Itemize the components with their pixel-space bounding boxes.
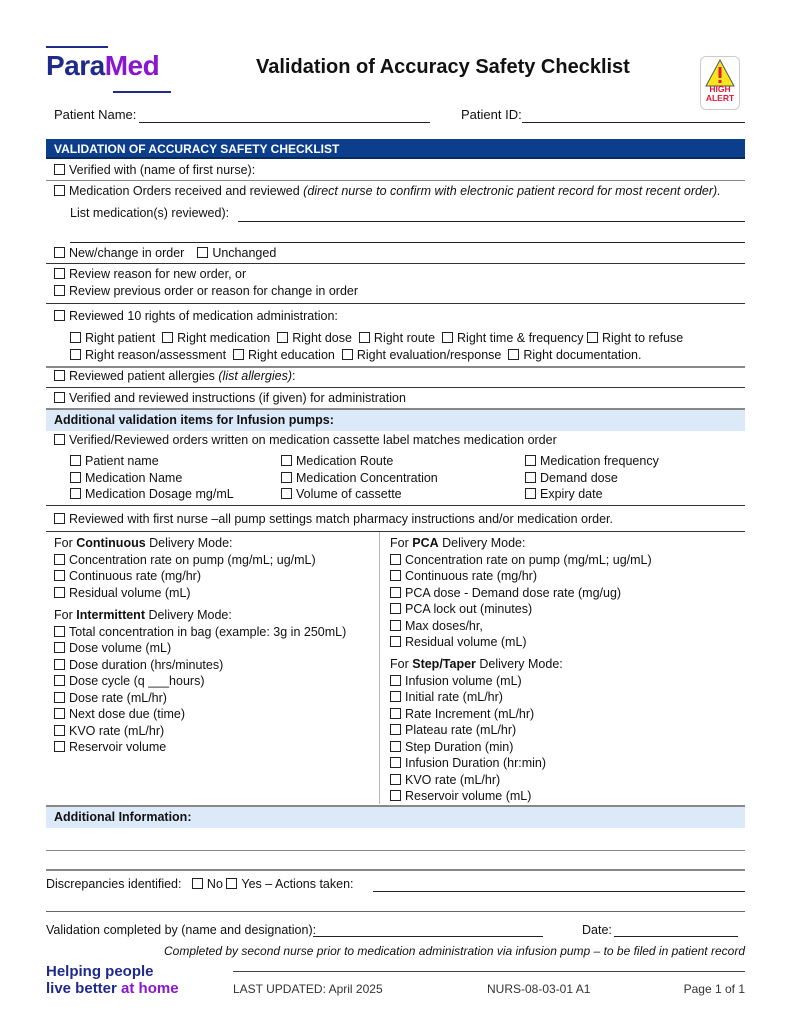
step-taper-mode-heading [390,656,563,673]
document-code: NURS-08-03-01 A1 [487,982,591,996]
continuous-mode-heading [54,535,316,552]
checkbox-icon[interactable] [162,332,173,343]
heading-suffix: Delivery Mode: [475,657,563,671]
checkbox-icon[interactable] [281,455,292,466]
item-label: Initial rate (mL/hr) [405,690,503,704]
actions-taken-line-2[interactable] [46,895,745,912]
checkbox-icon[interactable] [390,691,401,702]
verified-with-item[interactable] [54,162,255,178]
footer-divider [233,971,745,972]
checkbox-icon[interactable] [54,392,65,403]
cassette-item-label: Demand dose [540,470,618,485]
medication-orders-item[interactable] [54,183,721,199]
cassette-check-item[interactable] [70,453,234,470]
item-label: Dose rate (mL/hr) [69,690,167,705]
continuous-item[interactable] [54,568,316,585]
checkbox-icon[interactable] [54,741,65,752]
page-title: Validation of Accuracy Safety Checklist [256,56,630,78]
checkbox-icon[interactable] [70,455,81,466]
right-label: Right education [248,348,335,362]
checkbox-icon[interactable] [54,554,65,565]
right-item[interactable] [162,331,270,345]
cassette-check-item[interactable] [70,470,234,487]
checkbox-icon[interactable] [54,164,65,175]
item-label: Continuous rate (mg/hr) [405,569,538,583]
checkbox-icon[interactable] [390,675,401,686]
cassette-item-label: Expiry date [540,487,603,501]
right-item[interactable] [70,348,226,362]
item-label: Reservoir volume [69,740,167,754]
rights-row-2 [70,347,641,363]
allergies-note: (list allergies) [218,369,293,383]
item-label: PCA lock out (minutes) [405,602,533,616]
cassette-label: Verified/Reviewed orders written on medication cassette label matches medication order [69,433,557,447]
discrepancies-yes-option[interactable] [226,877,353,891]
pca-item[interactable] [390,552,652,569]
checkbox-icon[interactable] [197,247,208,258]
heading-prefix: For [54,608,77,622]
checkbox-icon[interactable] [390,774,401,785]
intermittent-item[interactable] [54,640,346,657]
cassette-check-item[interactable] [281,470,438,487]
checkbox-icon[interactable] [390,620,401,631]
item-label: Total concentration in bag (example: 3g in 250mL) [69,624,347,639]
medication-orders-note: (direct nurse to confirm with electronic patient record for most recent order). [303,184,721,198]
right-item[interactable] [70,331,155,345]
checkbox-icon[interactable] [390,554,401,565]
step-taper-item[interactable] [390,722,563,739]
cassette-item-label: Medication Name [85,470,183,485]
new-change-label: New/change in order [69,246,185,260]
checkbox-icon[interactable] [54,675,65,686]
no-label: No [206,877,223,891]
step-taper-item[interactable] [390,706,563,723]
right-item[interactable] [442,331,583,345]
checkbox-icon[interactable] [442,332,453,343]
heading-suffix: Delivery Mode: [144,608,232,622]
allergies-colon: : [292,369,296,383]
logo-med: Med [104,50,160,81]
checkbox-icon[interactable] [54,247,65,258]
page-number: Page 1 of 1 [683,982,745,996]
checkbox-icon[interactable] [54,434,65,445]
item-label: Concentration rate on pump (mg/mL; ug/mL) [69,552,316,567]
checkbox-icon[interactable] [70,488,81,499]
step-taper-item[interactable] [390,673,563,690]
checkbox-icon[interactable] [233,349,244,360]
verified-with-label: Verified with (name of first nurse): [69,163,256,177]
list-medications-field-2[interactable] [70,228,745,243]
item-label: Concentration rate on pump (mg/mL; ug/mL) [405,552,652,567]
cassette-item[interactable] [54,432,557,448]
intermittent-item[interactable] [54,706,346,723]
checkbox-icon[interactable] [54,642,65,653]
infusion-subheader: Additional validation items for Infusion pumps: [46,410,745,431]
date-field[interactable] [614,922,738,937]
cassette-check-item[interactable] [525,486,659,503]
item-label: Dose cycle (q ___hours) [69,674,205,688]
cassette-col-3 [525,453,659,503]
checkbox-icon[interactable] [54,570,65,581]
item-label: Step Duration (min) [405,739,514,754]
step-taper-item[interactable] [390,755,563,772]
checkbox-icon[interactable] [70,472,81,483]
right-label: Right reason/assessment [85,348,227,362]
right-item[interactable] [359,331,435,345]
intermittent-mode-group [54,607,346,756]
item-label: Dose duration (hrs/minutes) [69,657,224,672]
checkbox-icon[interactable] [281,472,292,483]
heading-bold: PCA [412,536,439,550]
allergies-label: Reviewed patient allergies [69,369,219,383]
ten-rights-item[interactable] [54,308,338,324]
heading-bold: Intermittent [76,608,145,622]
item-label: Infusion volume (mL) [405,673,522,688]
item-label: Reservoir volume (mL) [405,789,532,803]
logo-bar-bottom [113,91,171,93]
checkbox-icon[interactable] [277,332,288,343]
checkbox-icon[interactable] [54,587,65,598]
tagline-part-a: live better [46,980,122,997]
cassette-check-item[interactable] [70,486,234,503]
checkbox-icon[interactable] [390,790,401,801]
checkbox-icon[interactable] [525,455,536,466]
checkbox-icon[interactable] [525,472,536,483]
additional-info-line-2[interactable] [46,851,745,871]
checkbox-icon[interactable] [525,488,536,499]
heading-prefix: For [54,536,77,550]
cassette-check-item[interactable] [525,453,659,470]
alert-line-2: ALERT [705,93,735,103]
checkbox-icon[interactable] [54,626,65,637]
checkbox-icon[interactable] [342,349,353,360]
checkbox-icon[interactable] [587,332,598,343]
additional-info-line-1[interactable] [46,830,745,851]
right-label: Right time & frequency [457,331,584,345]
checkbox-icon[interactable] [192,878,203,889]
intermittent-item[interactable] [54,624,346,641]
discrepancies-label: Discrepancies identified: [46,877,182,891]
checkbox-icon[interactable] [54,513,65,524]
patient-name-label: Patient Name: [54,107,137,122]
checkbox-icon[interactable] [54,692,65,703]
heading-prefix: For [390,657,413,671]
allergies-item[interactable] [54,368,296,384]
completed-by-label: Validation completed by (name and designation): [46,923,317,937]
divider [46,263,745,264]
instructions-item[interactable] [54,390,406,406]
unchanged-label: Unchanged [212,246,277,260]
item-label: Dose volume (mL) [69,641,172,655]
cassette-col-1 [70,453,234,503]
tagline-part-b: at home [121,980,179,997]
instructions-label: Verified and reviewed instructions (if given) for administration [69,391,406,405]
checkbox-icon[interactable] [390,587,401,598]
tagline-line-1: Helping people [46,963,154,980]
additional-info-subheader: Additional Information: [46,807,745,828]
cassette-item-label: Medication Concentration [296,470,438,485]
divider [46,531,745,532]
item-label: Next dose due (time) [69,707,186,721]
checkbox-icon[interactable] [54,310,65,321]
checkbox-icon[interactable] [54,268,65,279]
section-header-bar: VALIDATION OF ACCURACY SAFETY CHECKLIST [46,139,745,159]
cassette-item-label: Medication Route [296,454,394,468]
completion-note: Completed by second nurse prior to medication administration via infusion pump – to be filed in patient record [164,944,745,958]
divider [46,387,745,388]
checkbox-icon[interactable] [54,285,65,296]
pca-mode-heading [390,535,652,552]
checkbox-icon[interactable] [359,332,370,343]
checkbox-icon[interactable] [54,659,65,670]
right-label: Right medication [177,331,271,345]
patient-name-field[interactable] [139,108,430,123]
rights-row-1 [70,330,683,346]
item-label: Continuous rate (mg/hr) [69,569,202,583]
checkbox-icon[interactable] [54,185,65,196]
checkbox-icon[interactable] [281,488,292,499]
item-label: Max doses/hr, [405,618,483,633]
right-label: Right to refuse [601,331,684,345]
item-label: KVO rate (mL/hr) [69,723,165,738]
item-label: Residual volume (mL) [69,585,191,600]
list-medications-label: List medication(s) reviewed): [70,206,230,220]
checkbox-icon[interactable] [70,349,81,360]
step-taper-item[interactable] [390,689,563,706]
intermittent-item[interactable] [54,657,346,674]
checkbox-icon[interactable] [54,708,65,719]
heading-suffix: Delivery Mode: [145,536,233,550]
heading-prefix: For [390,536,413,550]
right-item[interactable] [277,331,352,345]
checkbox-icon[interactable] [390,603,401,614]
intermittent-item[interactable] [54,739,346,756]
item-label: KVO rate (mL/hr) [405,772,501,787]
pca-item[interactable] [390,601,652,618]
step-taper-item[interactable] [390,772,563,789]
right-label: Right evaluation/response [356,348,502,362]
intermittent-mode-heading [54,607,346,624]
right-label: Right route [373,331,436,345]
right-item[interactable] [587,331,683,345]
checkbox-icon[interactable] [390,757,401,768]
step-taper-item[interactable] [390,739,563,756]
logo-wordmark [46,48,159,84]
pca-item[interactable] [390,568,652,585]
intermittent-item[interactable] [54,690,346,707]
heading-bold: Step/Taper [412,657,476,671]
yes-label: Yes – Actions taken: [241,877,354,891]
review-reason-item[interactable] [54,266,246,282]
continuous-mode-group [54,535,316,601]
checkbox-icon[interactable] [508,349,519,360]
logo-para: Para [46,50,105,81]
high-alert-badge [700,56,740,110]
discrepancies-no-option[interactable] [192,877,223,891]
cassette-check-item[interactable] [281,486,438,503]
review-previous-label: Review previous order or reason for change in order [69,284,359,298]
cassette-item-label: Volume of cassette [296,487,402,501]
right-label: Right documentation. [523,348,642,362]
pump-settings-label: Reviewed with first nurse –all pump settings match pharmacy instructions and/or medication order. [69,512,614,526]
cassette-col-2 [281,453,438,503]
medication-orders-label: Medication Orders received and reviewed [69,184,304,198]
checkbox-icon[interactable] [54,370,65,381]
ten-rights-label: Reviewed 10 rights of medication administration: [69,309,338,323]
right-label: Right dose [292,331,352,345]
checkbox-icon[interactable] [390,741,401,752]
continuous-item[interactable] [54,552,316,569]
right-item[interactable] [233,348,335,362]
pca-item[interactable] [390,618,652,635]
checkbox-icon[interactable] [390,724,401,735]
completed-by-field[interactable] [313,922,543,937]
alert-text [701,85,739,103]
right-label: Right patient [85,331,156,345]
checkbox-icon[interactable] [70,332,81,343]
tagline-line-2 [46,980,179,997]
order-status-row [54,245,276,261]
divider [46,180,745,181]
list-medications-field[interactable] [238,207,745,222]
paramed-logo [46,44,174,84]
item-label: Rate Increment (mL/hr) [405,706,535,721]
continuous-item[interactable] [54,585,316,602]
heading-suffix: Delivery Mode: [438,536,526,550]
step-taper-mode-group [390,656,563,805]
step-taper-item[interactable] [390,788,563,805]
item-label: Plateau rate (mL/hr) [405,723,517,737]
intermittent-item[interactable] [54,723,346,740]
checkbox-icon[interactable] [390,708,401,719]
cassette-item-label: Patient name [85,454,159,468]
actions-taken-field[interactable] [373,877,745,892]
date-label: Date: [582,923,612,937]
pca-mode-group [390,535,652,651]
heading-bold: Continuous [76,536,146,550]
review-previous-item[interactable] [54,283,358,299]
column-divider [379,532,380,804]
checkbox-icon[interactable] [226,878,237,889]
item-label: Residual volume (mL) [405,635,527,649]
footer-tagline [46,963,179,997]
divider [46,303,745,304]
pca-item[interactable] [390,585,652,602]
pca-item[interactable] [390,634,652,651]
last-updated: LAST UPDATED: April 2025 [233,982,383,996]
review-reason-label: Review reason for new order, or [69,267,247,281]
warning-triangle-icon [705,59,735,87]
patient-id-field[interactable] [522,108,745,123]
item-label: Infusion Duration (hr:min) [405,756,547,770]
checkbox-icon[interactable] [54,725,65,736]
cassette-item-label: Medication frequency [540,454,659,468]
alert-line-1: HIGH [709,84,731,94]
pump-settings-item[interactable] [54,511,613,527]
right-item[interactable] [342,348,502,362]
cassette-check-item[interactable] [525,470,659,487]
intermittent-item[interactable] [54,673,346,690]
discrepancies-row [46,876,354,892]
cassette-check-item[interactable] [281,453,438,470]
cassette-item-label: Medication Dosage mg/mL [85,487,234,501]
patient-id-label: Patient ID: [461,107,522,122]
checkbox-icon[interactable] [390,570,401,581]
checkbox-icon[interactable] [390,636,401,647]
divider [46,505,745,506]
item-label: PCA dose - Demand dose rate (mg/ug) [405,585,622,600]
right-item[interactable] [508,348,641,362]
